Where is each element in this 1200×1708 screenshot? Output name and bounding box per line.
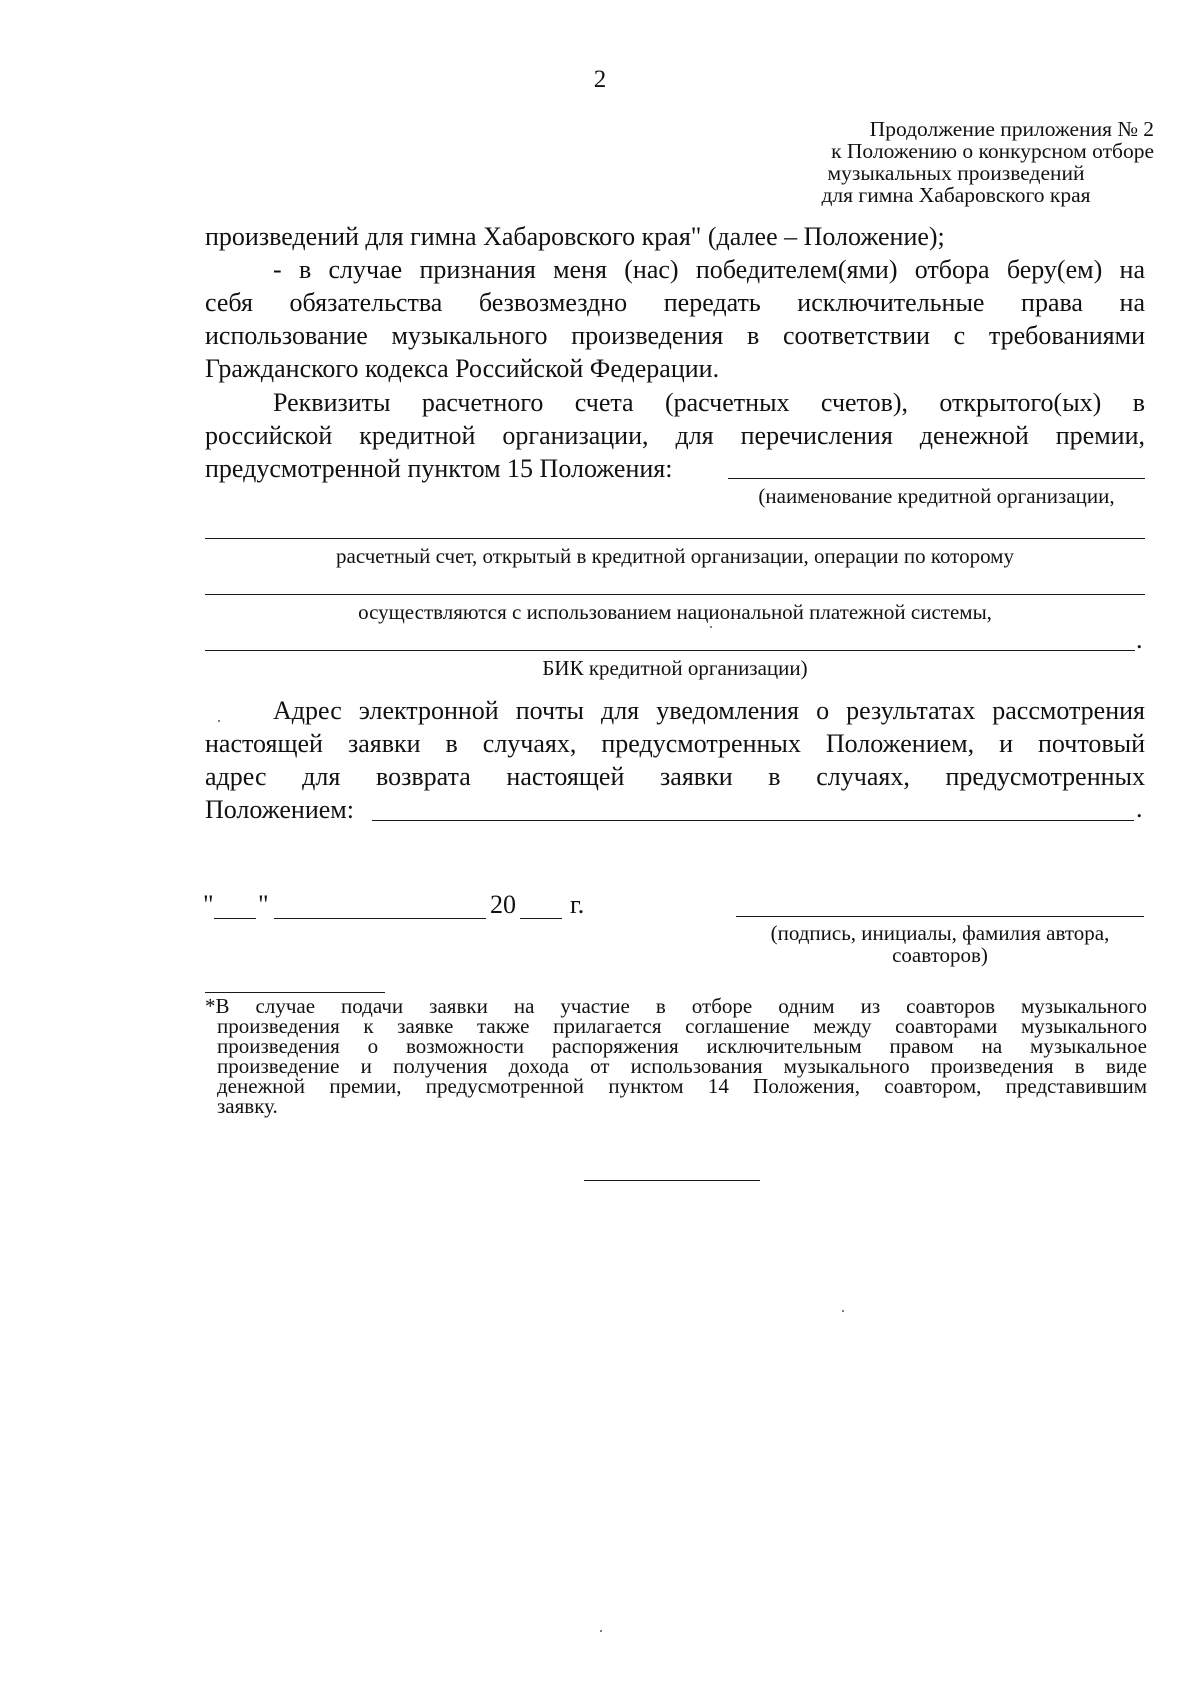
date-year-prefix: 20 xyxy=(490,890,516,919)
footnote-line: *В случае подачи заявки на участие в отборе одним из соавторов музыкального xyxy=(205,994,1147,1018)
footnote-line: произведение и получения дохода от использования музыкального произведения в виде xyxy=(217,1054,1147,1078)
text-line: использование музыкального произведения в соответствии с требованиями xyxy=(205,321,1145,350)
text-line: Гражданского кодекса Российской Федерации. xyxy=(205,354,720,383)
text-line: Положением: xyxy=(205,795,354,824)
date-quote-open: " xyxy=(203,890,214,919)
footnote xyxy=(205,996,1147,1116)
header-line-3: музыкальных произведений xyxy=(827,161,1085,185)
fill-in-day xyxy=(214,918,256,919)
text-line: себя обязательства безвозмездно передать исключительные права на xyxy=(205,288,1145,317)
scan-speck xyxy=(842,1310,844,1312)
caption-payment-system: осуществляются с использованием национальной платежной системы, xyxy=(358,600,992,624)
date-year-suffix: г. xyxy=(570,890,585,919)
fill-in-line-account xyxy=(205,538,1145,539)
text-line: российской кредитной организации, для перечисления денежной премии, xyxy=(205,421,1145,450)
scan-speck xyxy=(600,1630,602,1632)
period-mark: . xyxy=(1136,794,1143,823)
footnote-line: произведения к заявке также прилагается соглашение между соавторами музыкального xyxy=(217,1014,1147,1038)
page-number: 2 xyxy=(593,66,607,93)
text-line: настоящей заявки в случаях, предусмотренных Положением, и почтовый xyxy=(205,729,1145,758)
appendix-header xyxy=(700,118,1154,206)
fill-in-signature xyxy=(736,916,1144,917)
fill-in-line-bik xyxy=(205,650,1135,651)
paragraph-obligations xyxy=(205,220,1145,385)
date-quote-close: " xyxy=(258,890,269,919)
fill-in-month xyxy=(274,918,486,919)
fill-in-line-payment-system xyxy=(205,594,1145,595)
paragraph-email-address xyxy=(205,694,1145,826)
caption-line: соавторов) xyxy=(892,943,988,967)
fill-in-line-bank-name xyxy=(728,478,1145,479)
header-line-2: к Положению о конкурсном отборе xyxy=(831,139,1154,163)
text-line: Реквизиты расчетного счета (расчетных счетов), открытого(ых) в xyxy=(273,388,1145,417)
header-line-4: для гимна Хабаровского края xyxy=(821,183,1091,207)
scan-speck xyxy=(218,720,220,722)
text-line: произведений для гимна Хабаровского края" (далее – Положение); xyxy=(205,222,945,251)
caption-account: расчетный счет, открытый в кредитной организации, операции по которому xyxy=(336,544,1014,568)
caption-line: (подпись, инициалы, фамилия автора, xyxy=(770,921,1110,945)
footnote-separator xyxy=(205,992,385,993)
caption-bank-name: (наименование кредитной организации, xyxy=(758,484,1115,508)
fill-in-year xyxy=(520,918,562,919)
scan-speck xyxy=(710,626,712,628)
header-line-1: Продолжение приложения № 2 xyxy=(869,117,1154,141)
caption-bik: БИК кредитной организации) xyxy=(542,656,808,680)
text-line: Адрес электронной почты для уведомления о результатах рассмотрения xyxy=(273,696,1145,725)
caption-signature xyxy=(736,922,1144,966)
footnote-line: произведения о возможности распоряжения исключительным правом на музыкальное xyxy=(217,1034,1147,1058)
paragraph-bank-details xyxy=(205,386,1145,485)
period-mark: . xyxy=(1136,625,1143,654)
footnote-line: денежной премии, предусмотренной пунктом 14 Положения, соавтором, представившим xyxy=(217,1074,1147,1098)
text-line: предусмотренной пунктом 15 Положения: xyxy=(205,454,673,483)
footnote-line: заявку. xyxy=(217,1094,278,1118)
end-of-document-rule xyxy=(584,1180,760,1181)
fill-in-line-email xyxy=(372,820,1134,821)
text-line: - в случае признания меня (нас) победителем(ями) отбора беру(ем) на xyxy=(273,255,1145,284)
text-line: адрес для возврата настоящей заявки в случаях, предусмотренных xyxy=(205,762,1145,791)
